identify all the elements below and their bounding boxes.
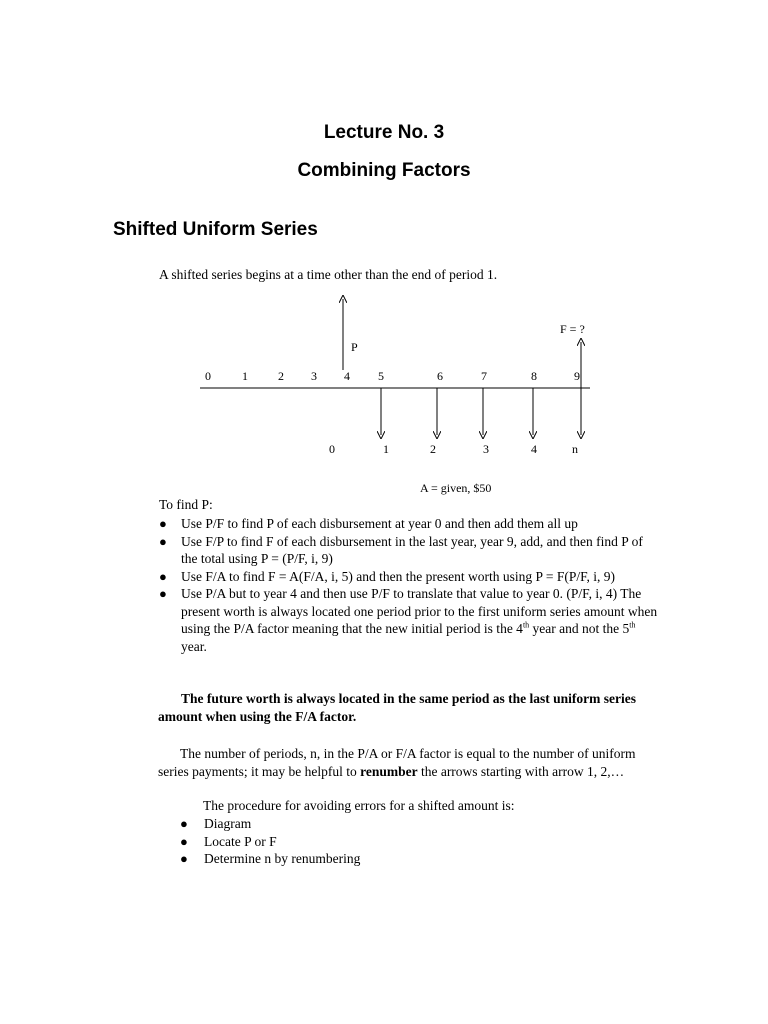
list-item-text: Determine n by renumbering xyxy=(204,851,361,866)
cash-flow-diagram xyxy=(0,290,768,500)
list-item xyxy=(159,568,659,586)
bullet-icon: ● xyxy=(159,568,167,584)
list-item-text: Use P/A but to year 4 and then use P/F to translate that value to year 0. (P/F, i, 4) The present worth is always located one period prior to the first uniform series amount when using the P/A factor meaning that the new initial period is the 4th year and not the 5th year. xyxy=(181,586,658,654)
period-label: 2 xyxy=(278,369,284,383)
period-label: 4 xyxy=(344,369,350,383)
renumber-label: 1 xyxy=(383,442,389,456)
future-worth-note: The future worth is always located in the same period as the last uniform series amount when using the F/A factor. xyxy=(158,691,636,724)
a-label: A = given, $50 xyxy=(420,481,492,495)
section-heading: Shifted Uniform Series xyxy=(113,219,318,240)
period-label: 7 xyxy=(481,369,487,383)
lecture-title: Lecture No. 3 xyxy=(323,122,445,143)
bullet-icon: ● xyxy=(180,833,188,849)
topic-title: Combining Factors xyxy=(297,160,471,181)
renumber-label: 4 xyxy=(531,442,537,456)
period-label: 6 xyxy=(437,369,443,383)
period-label: 3 xyxy=(311,369,317,383)
p-label: P xyxy=(351,340,358,354)
renumber-paragraph: The number of periods, n, in the P/A or F/A factor is equal to the number of uniform series payments; it may be helpful to renumber the arrows starting with arrow 1, 2,… xyxy=(158,746,636,779)
list-item-text: Diagram xyxy=(204,816,252,831)
list-item xyxy=(180,833,360,851)
period-label: 5 xyxy=(378,369,384,383)
list-item xyxy=(159,533,659,568)
list-item xyxy=(180,815,360,833)
procedure-intro: The procedure for avoiding errors for a shifted amount is: xyxy=(203,798,515,813)
list-item-text: Locate P or F xyxy=(204,833,277,849)
list-item-text: Use F/A to find F = A(F/A, i, 5) and then the present worth using P = F(P/F, i, 9) xyxy=(181,568,616,584)
bullet-icon: ● xyxy=(159,586,167,601)
bullet-icon: ● xyxy=(159,533,167,549)
renumber-labels xyxy=(329,442,578,456)
uniform-payment-arrows xyxy=(381,388,581,435)
bullet-icon: ● xyxy=(159,516,167,531)
period-label: 9 xyxy=(574,369,580,383)
methods-list xyxy=(159,515,659,655)
period-label: 8 xyxy=(531,369,537,383)
list-item-text: Use F/P to find F of each disbursement in the last year, year 9, add, and then find P of the total using P = (P/F, i, 9) xyxy=(181,533,643,566)
list-item xyxy=(180,850,360,868)
renumber-emphasis: renumber xyxy=(360,763,418,779)
period-label: 1 xyxy=(242,369,248,383)
list-item-text: Use P/F to find P of each disbursement at year 0 and then add them all up xyxy=(181,516,578,531)
renumber-label: 0 xyxy=(329,442,335,456)
period-label: 0 xyxy=(205,369,211,383)
bullet-icon: ● xyxy=(180,816,188,831)
procedure-list xyxy=(180,815,360,868)
intro-text: A shifted series begins at a time other than the end of period 1. xyxy=(159,267,498,282)
period-labels xyxy=(205,369,580,383)
to-find-label: To find P: xyxy=(159,497,213,512)
list-item xyxy=(159,585,659,655)
bullet-icon: ● xyxy=(180,851,188,866)
renumber-label: 2 xyxy=(430,442,436,456)
renumber-label: n xyxy=(572,442,578,456)
f-label: F = ? xyxy=(560,322,585,336)
list-item xyxy=(159,515,659,533)
renumber-label: 3 xyxy=(483,442,489,456)
